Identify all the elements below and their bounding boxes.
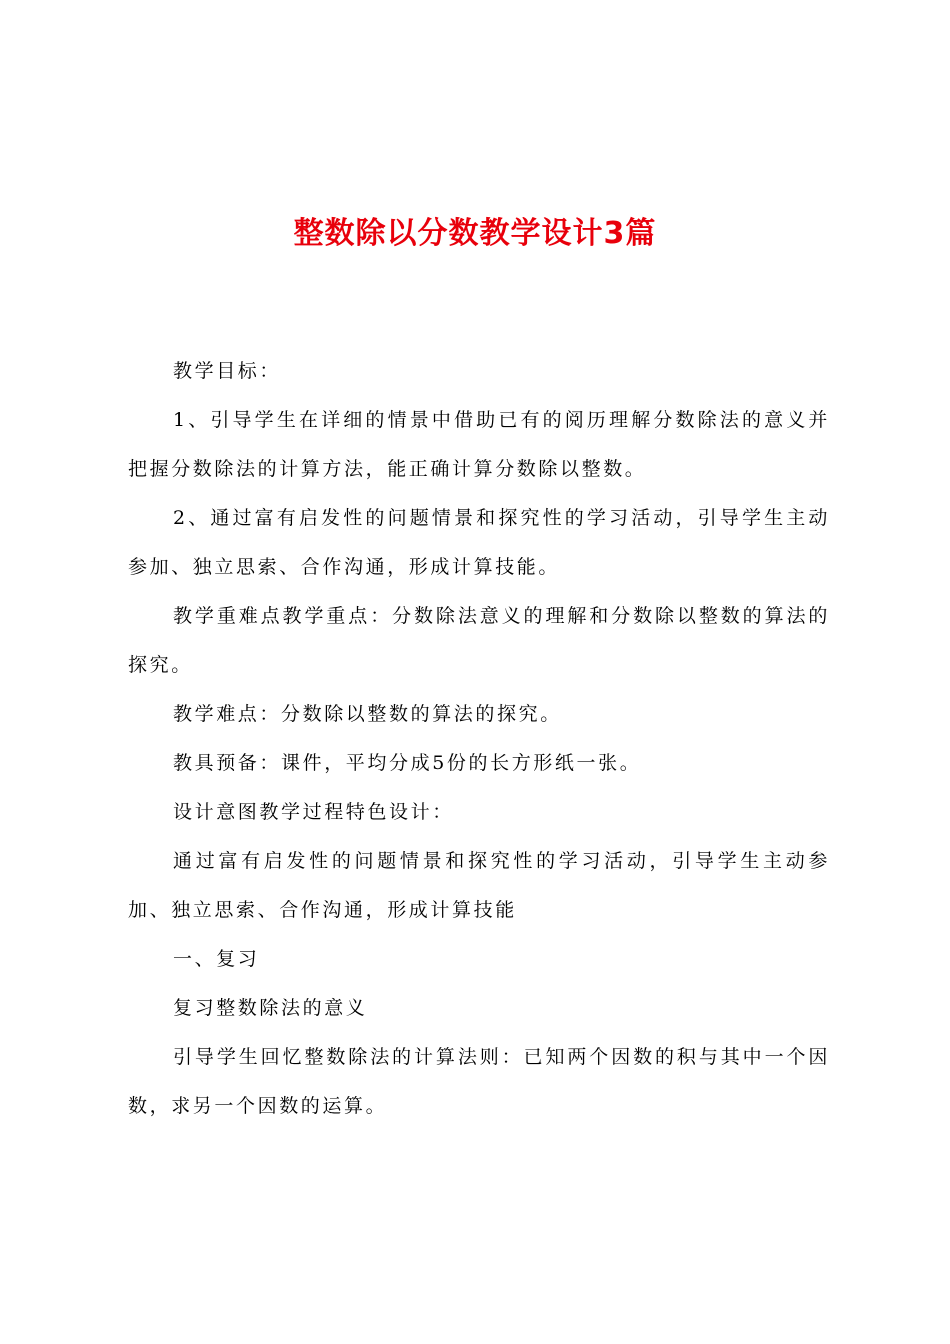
paragraph-review-rule: 引导学生回忆整数除法的计算法则：已知两个因数的积与其中一个因数，求另一个因数的运算。 [128, 1046, 830, 1117]
paragraph-design-intent: 设计意图教学过程特色设计： [173, 801, 454, 823]
paragraph-difficult-points: 教学难点：分数除以整数的算法的探究。 [173, 703, 562, 725]
paragraph-teaching-goals-heading: 教学目标： [173, 360, 282, 382]
paragraph-review-meaning: 复习整数除法的意义 [173, 997, 368, 1019]
paragraph-teaching-aids: 教具预备：课件，平均分成5份的长方形纸一张。 [173, 752, 642, 774]
section-heading-review: 一、复习 [173, 948, 260, 970]
paragraph-goal-2: 2、通过富有启发性的问题情景和探究性的学习活动，引导学生主动参加、独立思索、合作沟通，形成计算技能。 [128, 507, 830, 578]
document-title: 整数除以分数教学设计3篇 [293, 216, 657, 251]
paragraph-goal-1: 1、引导学生在详细的情景中借助已有的阅历理解分数除法的意义并把握分数除法的计算方法，能正确计算分数除以整数。 [128, 409, 830, 480]
document-body [128, 347, 830, 1131]
paragraph-key-points: 教学重难点教学重点：分数除法意义的理解和分数除以整数的算法的探究。 [128, 605, 830, 676]
paragraph-design-description: 通过富有启发性的问题情景和探究性的学习活动，引导学生主动参加、独立思索、合作沟通，形成计算技能 [128, 850, 830, 921]
